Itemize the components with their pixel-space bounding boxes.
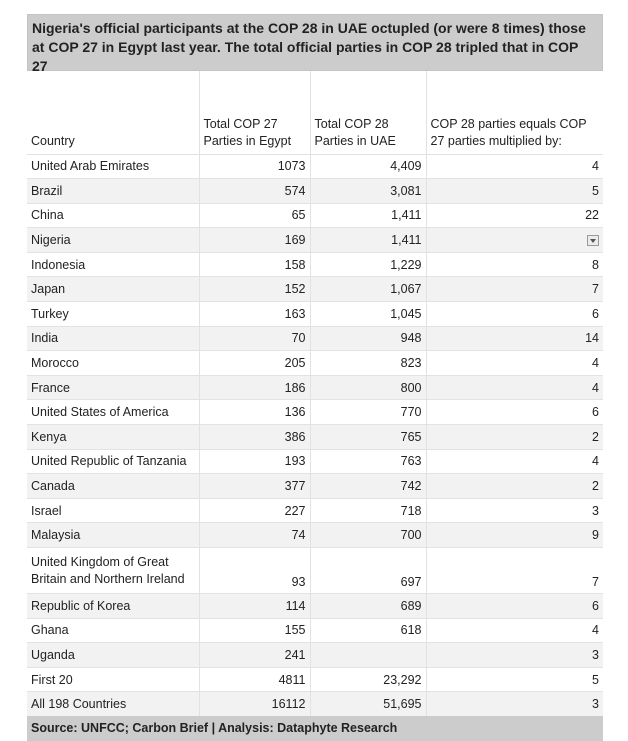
table-row	[27, 277, 603, 302]
cell-country: Israel	[27, 498, 199, 523]
cell-cop27: 574	[199, 179, 310, 204]
cell-cop27: 152	[199, 277, 310, 302]
table-row	[27, 449, 603, 474]
cell-cop28: 4,409	[310, 154, 426, 179]
cell-multiplier: 4	[426, 449, 603, 474]
cell-multiplier: 8	[426, 252, 603, 277]
cell-cop28: 697	[310, 548, 426, 594]
table-footer: Source: UNFCC; Carbon Brief | Analysis: Dataphyte Research	[27, 716, 603, 741]
cell-multiplier: 6	[426, 400, 603, 425]
cell-country: Malaysia	[27, 523, 199, 548]
table-row	[27, 228, 603, 253]
cell-multiplier: 14	[426, 326, 603, 351]
cell-country: Republic of Korea	[27, 594, 199, 619]
cell-cop28: 765	[310, 425, 426, 450]
cell-cop27: 4811	[199, 667, 310, 692]
cell-multiplier: 9	[426, 523, 603, 548]
cell-multiplier: 2	[426, 425, 603, 450]
cell-cop28: 1,411	[310, 228, 426, 253]
dropdown-arrow-icon[interactable]	[587, 235, 599, 246]
table-body	[27, 154, 603, 716]
cell-country: First 20	[27, 667, 199, 692]
table-row	[27, 498, 603, 523]
cell-cop27: 205	[199, 351, 310, 376]
table-row	[27, 594, 603, 619]
cell-country: Japan	[27, 277, 199, 302]
cell-cop28: 689	[310, 594, 426, 619]
cell-cop27: 158	[199, 252, 310, 277]
cell-multiplier: 3	[426, 643, 603, 668]
table-row	[27, 692, 603, 717]
table-row	[27, 154, 603, 179]
header-row	[27, 71, 603, 154]
table-row	[27, 252, 603, 277]
cell-cop28: 823	[310, 351, 426, 376]
cell-country: Indonesia	[27, 252, 199, 277]
cell-cop27: 70	[199, 326, 310, 351]
cell-country: Canada	[27, 474, 199, 499]
cell-cop27: 241	[199, 643, 310, 668]
table-row	[27, 351, 603, 376]
cell-cop28: 1,067	[310, 277, 426, 302]
cell-cop28: 770	[310, 400, 426, 425]
cell-cop28: 23,292	[310, 667, 426, 692]
cell-country: Morocco	[27, 351, 199, 376]
cell-cop28: 3,081	[310, 179, 426, 204]
cell-cop27: 186	[199, 375, 310, 400]
table-row	[27, 425, 603, 450]
cell-country: United States of America	[27, 400, 199, 425]
cell-country: Turkey	[27, 302, 199, 327]
cell-cop27: 114	[199, 594, 310, 619]
cell-multiplier: 3	[426, 498, 603, 523]
cell-country: All 198 Countries	[27, 692, 199, 717]
cell-country: United Kingdom of Great Britain and Northern Ireland	[27, 548, 199, 594]
cell-cop27: 377	[199, 474, 310, 499]
cell-cop27: 136	[199, 400, 310, 425]
cell-cop28: 1,229	[310, 252, 426, 277]
table-row	[27, 375, 603, 400]
cell-multiplier: 3	[426, 692, 603, 717]
header-cop28: Total COP 28 Parties in UAE	[310, 71, 426, 154]
cell-country: United Arab Emirates	[27, 154, 199, 179]
cell-cop28: 718	[310, 498, 426, 523]
cell-multiplier: 4	[426, 154, 603, 179]
data-table	[27, 71, 603, 716]
table-row	[27, 400, 603, 425]
cell-multiplier: 4	[426, 351, 603, 376]
cell-multiplier: 6	[426, 302, 603, 327]
cell-country: China	[27, 203, 199, 228]
header-multiplier: COP 28 parties equals COP 27 parties multiplied by:	[430, 116, 587, 148]
cell-multiplier: 5	[426, 667, 603, 692]
cell-cop28: 700	[310, 523, 426, 548]
cell-country: United Republic of Tanzania	[27, 449, 199, 474]
cell-multiplier: 7	[426, 548, 603, 594]
table-row	[27, 326, 603, 351]
header-cop27: Total COP 27 Parties in Egypt	[199, 71, 310, 154]
cell-country: India	[27, 326, 199, 351]
table-row	[27, 548, 603, 594]
cell-cop28: 51,695	[310, 692, 426, 717]
table-row	[27, 523, 603, 548]
cell-cop28: 763	[310, 449, 426, 474]
cell-cop27: 65	[199, 203, 310, 228]
cell-cop27: 169	[199, 228, 310, 253]
table-container	[27, 14, 603, 741]
cell-cop27: 16112	[199, 692, 310, 717]
cell-cop27: 155	[199, 618, 310, 643]
cell-country: Brazil	[27, 179, 199, 204]
cell-cop28: 742	[310, 474, 426, 499]
cell-multiplier: 4	[426, 375, 603, 400]
cell-country: Nigeria	[27, 228, 199, 253]
cell-cop28: 1,045	[310, 302, 426, 327]
cell-multiplier: 22	[426, 203, 603, 228]
cell-multiplier	[426, 228, 603, 253]
table-row	[27, 302, 603, 327]
table-row	[27, 667, 603, 692]
cell-cop27: 74	[199, 523, 310, 548]
cell-multiplier: 5	[426, 179, 603, 204]
cell-cop27: 1073	[199, 154, 310, 179]
cell-multiplier: 7	[426, 277, 603, 302]
cell-cop28: 1,411	[310, 203, 426, 228]
cell-cop28	[310, 643, 426, 668]
cell-cop28: 618	[310, 618, 426, 643]
cell-country: Uganda	[27, 643, 199, 668]
cell-cop28: 800	[310, 375, 426, 400]
cell-cop27: 193	[199, 449, 310, 474]
cell-country: Kenya	[27, 425, 199, 450]
cell-multiplier: 2	[426, 474, 603, 499]
table-row	[27, 618, 603, 643]
table-row	[27, 474, 603, 499]
cell-cop28: 948	[310, 326, 426, 351]
table-row	[27, 203, 603, 228]
header-country: Country	[27, 71, 199, 154]
cell-multiplier: 6	[426, 594, 603, 619]
cell-cop27: 163	[199, 302, 310, 327]
cell-country: France	[27, 375, 199, 400]
cell-multiplier: 4	[426, 618, 603, 643]
table-row	[27, 643, 603, 668]
cell-country: Ghana	[27, 618, 199, 643]
table-row	[27, 179, 603, 204]
cell-cop27: 93	[199, 548, 310, 594]
cell-cop27: 386	[199, 425, 310, 450]
cell-cop27: 227	[199, 498, 310, 523]
table-title: Nigeria's official participants at the COP 28 in UAE octupled (or were 8 times) those at COP 27 in Egypt last year. The total official parties in COP 28 tripled that in COP 27	[27, 14, 603, 71]
